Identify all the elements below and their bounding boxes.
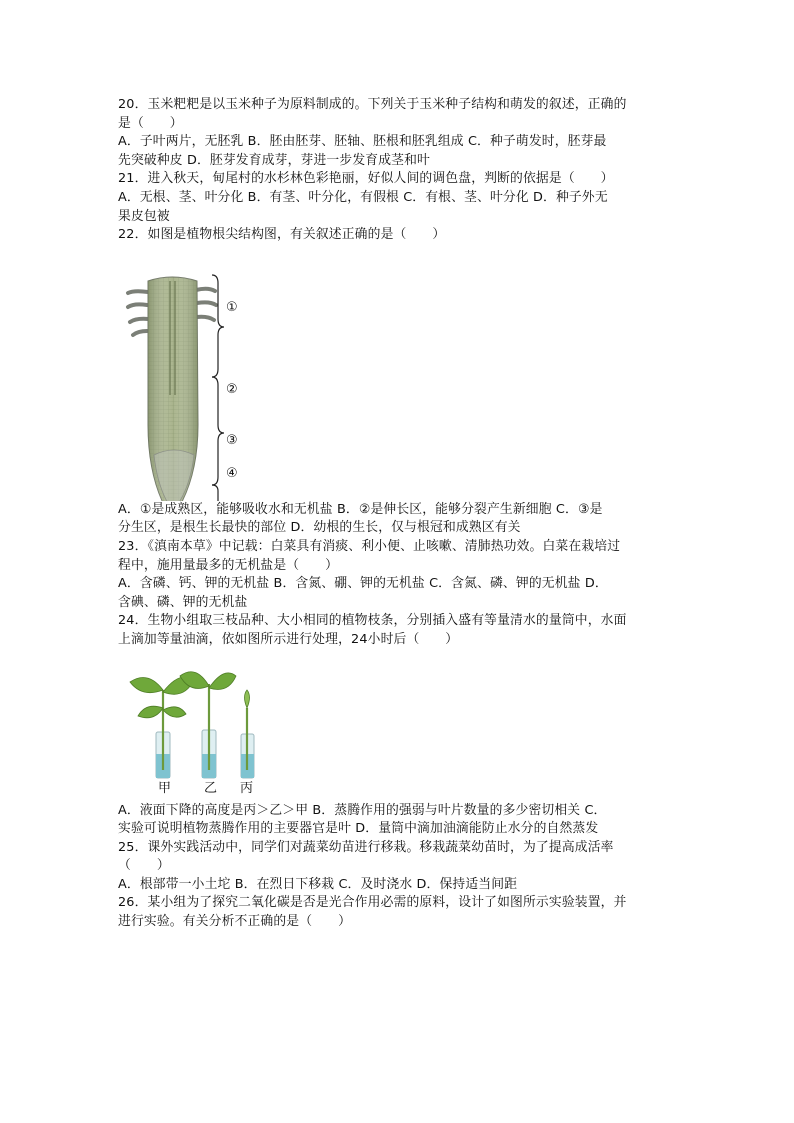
figure-label-1: ①	[226, 299, 238, 315]
question-line: 先突破种皮 D．胚芽发育成芽，芽进一步发育成茎和叶	[118, 152, 430, 168]
question-20	[118, 96, 678, 170]
question-line: 26．某小组为了探究二氧化碳是否是光合作用必需的原料，设计了如图所示实验装置，并	[118, 895, 627, 911]
question-line: （ ）	[118, 858, 170, 874]
question-23	[118, 538, 678, 612]
question-line: A．①是成熟区，能够吸收水和无机盐 B．②是伸长区，能够分裂产生新细胞 C．③是	[118, 501, 603, 517]
question-line: 分生区，是根生长最快的部位 D．幼根的生长，仅与根冠和成熟区有关	[118, 520, 521, 536]
question-line: 进行实验。有关分析不正确的是（ ）	[118, 914, 352, 930]
plant-cuttings-illustration	[118, 650, 278, 780]
question-25	[118, 839, 678, 895]
question-line: 24．生物小组取三枝品种、大小相同的植物枝条，分别插入盛有等量清水的量筒中，水面	[118, 613, 627, 629]
question-line: A．液面下降的高度是丙＞乙＞甲 B．蒸腾作用的强弱与叶片数量的多少密切相关 C．	[118, 802, 607, 818]
plant-label-bing: 丙	[240, 780, 254, 796]
figure-label-4: ④	[226, 465, 238, 481]
question-26	[118, 894, 678, 931]
question-line: A．含磷、钙、钾的无机盐 B．含氮、硼、钾的无机盐 C．含氮、磷、钾的无机盐 D．	[118, 576, 608, 592]
question-line: 20．玉米粑粑是以玉米种子为原料制成的。下列关于玉米种子结构和萌发的叙述，正确的	[118, 97, 627, 112]
root-tip-figure	[118, 245, 678, 501]
question-line: 上滴加等量油滴，依如图所示进行处理，24小时后（ ）	[118, 631, 459, 647]
question-line: A．子叶两片，无胚乳 B．胚由胚芽、胚轴、胚根和胚乳组成 C．种子萌发时，胚芽最	[118, 134, 607, 150]
figure-label-2: ②	[226, 381, 238, 397]
exam-page	[118, 96, 678, 932]
question-24	[118, 612, 678, 838]
question-21	[118, 170, 678, 226]
transpiration-figure	[118, 650, 678, 802]
question-line: 含碘、磷、钾的无机盐	[118, 594, 248, 610]
question-line: 22．如图是植物根尖结构图，有关叙述正确的是（ ）	[118, 227, 446, 243]
plant-label-yi: 乙	[204, 780, 218, 796]
question-line: 25．课外实践活动中，同学们对蔬菜幼苗进行移栽。移栽蔬菜幼苗时，为了提高成活率	[118, 839, 614, 855]
question-line: 实验可说明植物蒸腾作用的主要器官是叶 D．量筒中滴加油滴能防止水分的自然蒸发	[118, 821, 599, 837]
figure-label-3: ③	[226, 432, 238, 448]
question-line: 是（ ）	[118, 115, 183, 131]
question-line: 21．进入秋天，甸尾村的水杉林色彩艳丽，好似人间的调色盘，判断的依据是（ ）	[118, 171, 614, 187]
question-line: 果皮包被	[118, 208, 170, 224]
plant-label-jia: 甲	[158, 780, 172, 796]
question-line: 程中，施用量最多的无机盐是（ ）	[118, 557, 339, 573]
question-line: 23．《滇南本草》中记载：白菜具有消痰、利小便、止咳嗽、清肺热功效。白菜在栽培过	[118, 538, 621, 554]
question-line: A．无根、茎、叶分化 B．有茎、叶分化，有假根 C．有根、茎、叶分化 D．种子外无	[118, 189, 608, 205]
question-line: A．根部带一小土坨 B．在烈日下移栽 C．及时浇水 D．保持适当间距	[118, 876, 518, 892]
root-tip-illustration	[118, 245, 318, 501]
question-22	[118, 226, 678, 538]
